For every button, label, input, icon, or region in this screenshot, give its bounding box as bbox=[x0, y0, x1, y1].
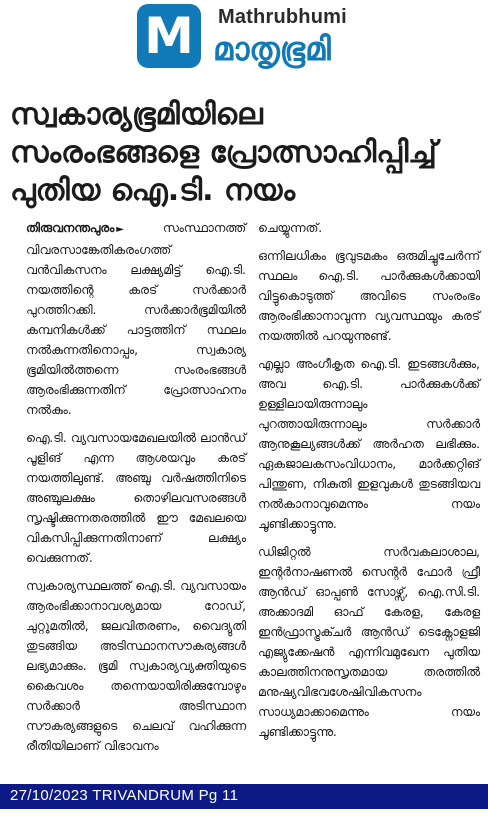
article-paragraph-text: സംസ്ഥാനത്ത് വിവരസാങ്കേതികരംഗത്ത് വൻവികസനം ലക്ഷ്യമിട്ട് ഐ.ടി. നയത്തിന്റെ കരട് സർക്കാർ പുറത്തിറക്കി. സർക്കാർഭൂമിയിൽ കമ്പനികൾക്ക് പാട്ടത്തിന് സ്ഥലം നൽകുന്നതിനൊപ്പം, സ്വകാര്യ ഭൂമിയിൽത്തന്നെ സംരംഭങ്ങൾ ആരംഭിക്കുന്നതിന് പ്രോത്സാഹനം നൽകും. bbox=[26, 221, 246, 417]
article-paragraph-continued: ചെയ്യുന്നത്. bbox=[258, 221, 323, 235]
article-column-right bbox=[258, 218, 480, 750]
masthead bbox=[0, 0, 488, 88]
headline-line-2: സംരംഭങ്ങളെ പ്രോത്സാഹിപ്പിച്ച് bbox=[10, 135, 437, 170]
dateline: തിരുവനന്തപുരം bbox=[26, 221, 115, 235]
article-paragraph: എല്ലാ അംഗീകൃത ഐ.ടി. ഇടങ്ങൾക്കും, അവ ഐ.ടി. പാർക്കുകൾക്ക് ഉള്ളിലായിരുന്നാലും പുറത്തായിരുന്നാലും സർക്കാർ ആനുകൂല്യങ്ങൾക്ക് അർഹത ലഭിക്കും. ഏകജാലകസംവിധാനം, മാർക്കറ്റിങ് പിന്തുണ, നികുതി ഇളവുകൾ തുടങ്ങിയവ നൽകാനാവുമെന്നും നയം ചൂണ്ടിക്കാട്ടുന്നു. bbox=[258, 357, 480, 531]
article-headline bbox=[10, 96, 480, 210]
brand-name-malayalam: മാതൃഭൂമി bbox=[213, 30, 331, 68]
headline-line-3: പുതിയ ഐ.ടി. നയം bbox=[10, 173, 296, 208]
brand-name-english: Mathrubhumi bbox=[218, 6, 347, 28]
article-paragraph: സ്വകാര്യസ്ഥലത്ത് ഐ.ടി. വ്യവസായം ആരംഭിക്കാനാവശ്യമായ റോഡ്, ചുറ്റുമതിൽ, ജലവിതരണം, വൈദ്യുതി തുടങ്ങിയ അടിസ്ഥാനസൗകര്യങ്ങൾ ലഭ്യമാക്കും. ഭൂമി സ്വകാര്യവ്യക്തിയുടെ കൈവശം തന്നെയായിരിക്കുമ്പോഴും സർക്കാർ അടിസ്ഥാന സൗകര്യങ്ങളുടെ ചെലവ് വഹിക്കുന്ന രീതിയിലാണ് വിഭാവനം bbox=[26, 579, 246, 753]
article-paragraph bbox=[26, 218, 246, 420]
dateline-arrow-icon: ► bbox=[116, 224, 124, 235]
article-paragraph: ഐ.ടി. വ്യവസായമേഖലയിൽ ലാൻഡ് പൂളിങ് എന്ന ആശയവും കരട് നയത്തിലുണ്ട്. അഞ്ചു വർഷത്തിനിടെ അഞ്ചുലക്ഷം തൊഴിലവസരങ്ങൾ സൃഷ്ടിക്കുന്നതരത്തിൽ ഈ മേഖലയെ വികസിപ്പിക്കുന്നതിനാണ് ലക്ഷ്യം വെക്കുന്നത്. bbox=[26, 431, 246, 565]
edition-dateline: 27/10/2023 TRIVANDRUM Pg 11 bbox=[10, 787, 239, 804]
page-footer-bar bbox=[0, 784, 488, 809]
article-paragraph: ഒന്നിലധികം ഭൂവുടമകം ഒരുമിച്ചുചേർന്ന് സ്ഥലം ഐ.ടി. പാർക്കുകൾക്കായി വിട്ടുകൊടുത്ത് അവിടെ സംരംഭം ആരംഭിക്കാനാവുന്ന വ്യവസ്ഥയും കരട് നയത്തിൽ പറയുന്നുണ്ട്. bbox=[258, 249, 480, 343]
mathrubhumi-logo-icon: M bbox=[137, 4, 201, 68]
article-paragraph: ഡിജിറ്റൽ സർവകലാശാല, ഇന്റർനാഷണൽ സെന്റർ ഫോർ ഫ്രീ ആൻഡ് ഓപ്പൺ സോഴ്സ്, ഐ.സി.ടി. അക്കാദമി ഓഫ് കേരള, കേരള ഇൻഫ്രാസ്ട്രക്ചർ ആൻഡ് ടെക്നോളജി എജ്യുക്കേഷൻ എന്നിവമുഖേന പുതിയ കാലത്തിനനുസൃതമായ തരത്തിൽ മനുഷ്യവിഭവശേഷിവികസനം സാധ്യമാക്കാമെന്നും നയം ചൂണ്ടിക്കാട്ടുന്നു. bbox=[258, 545, 480, 739]
article-column-left bbox=[26, 218, 246, 764]
headline-line-1: സ്വകാര്യഭൂമിയിലെ bbox=[10, 97, 263, 132]
